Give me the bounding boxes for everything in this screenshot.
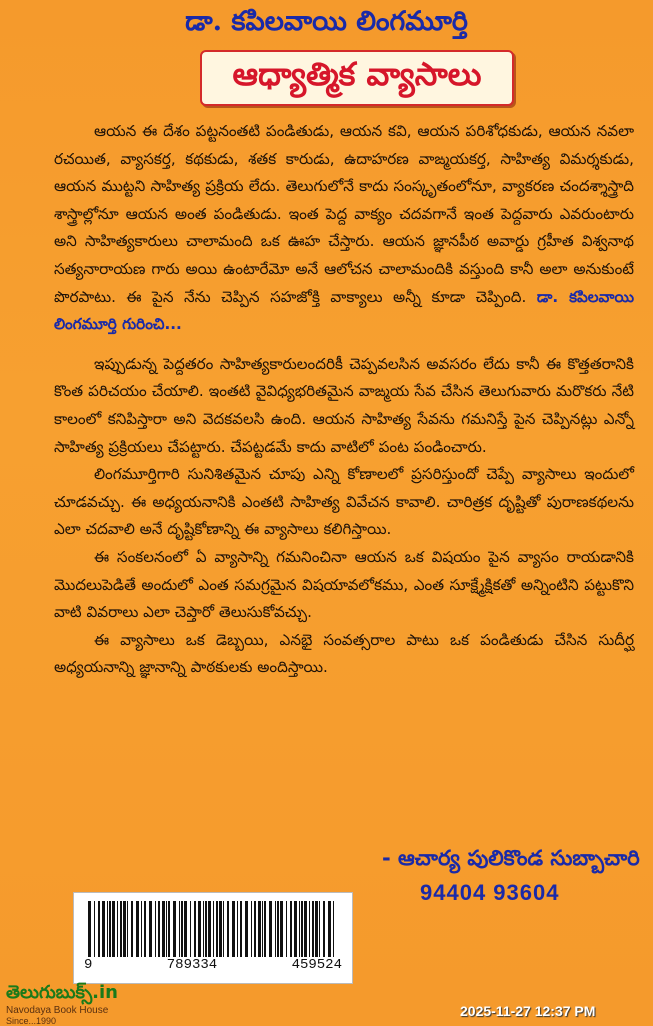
barcode-bar (290, 901, 292, 957)
barcode-bar (277, 901, 279, 957)
barcode-bar (166, 901, 167, 957)
barcode-bar (223, 901, 224, 957)
barcode-bar (102, 901, 105, 957)
barcode-bar (262, 901, 263, 957)
publisher-tagline: Navodaya Book House (6, 1005, 109, 1016)
barcode-bar (227, 901, 229, 957)
barcode-bars (88, 901, 338, 957)
barcode-bar (203, 901, 204, 957)
barcode-bar (136, 901, 139, 957)
barcode-bar (294, 901, 297, 957)
barcode-bar (333, 901, 334, 957)
barcode-bar (144, 901, 146, 957)
barcode-bar (181, 901, 183, 957)
title-banner (200, 50, 514, 106)
publisher-logo (6, 982, 206, 1026)
barcode-bar (280, 901, 283, 957)
barcode-bar (251, 901, 252, 957)
highlight-text: డా. కపిలవాయి లింగమూర్తి గురించి... (54, 287, 635, 334)
barcode-digits (78, 957, 348, 973)
blurb-paragraph: ఈ వ్యాసాలు ఒక డెబ్బయి, ఎనభై సంవత్సరాల పాటు ఒక పండితుడు చేసిన సుదీర్ఘ అధ్యయనాన్ని జ్ఞానాన్ని పాఠకులకు అందిస్తాయి. (54, 630, 634, 677)
barcode-bar (190, 901, 191, 957)
barcode-digit-group: 789334 (166, 957, 218, 973)
barcode-bar (155, 901, 156, 957)
barcode-bar (88, 901, 91, 957)
barcode-bar (117, 901, 118, 957)
barcode-bar (219, 901, 222, 957)
barcode-bar (158, 901, 160, 957)
barcode-bar (315, 901, 318, 957)
barcode-bar (245, 901, 248, 957)
barcode-bar (107, 901, 108, 957)
barcode-bar (304, 901, 307, 957)
barcode-bar (237, 901, 238, 957)
barcode-bar (184, 901, 187, 957)
barcode-bar (323, 901, 325, 957)
author-name: డా. కపిలవాయి లింగమూర్తి (185, 6, 468, 37)
barcode-bar (264, 901, 266, 957)
barcode-bar (232, 901, 235, 957)
barcode-bar (141, 901, 142, 957)
barcode-bar (123, 901, 126, 957)
barcode-bar (312, 901, 314, 957)
barcode-bar (319, 901, 320, 957)
barcode-digit-group: 459524 (291, 957, 342, 973)
barcode-bar (112, 901, 115, 957)
barcode-bar (179, 901, 180, 957)
photo-timestamp: 2025-11-27 12:37 PM (460, 1003, 596, 1019)
reviewer-phone: 94404 93604 (420, 880, 560, 905)
barcode-bar (120, 901, 122, 957)
reviewer-signature: - ఆచార్య పులికొండ సుబ్బాచారి (382, 846, 640, 870)
barcode-bar (269, 901, 272, 957)
blurb-text (54, 118, 634, 682)
blurb-paragraph (54, 118, 634, 339)
barcode-bar (301, 901, 303, 957)
barcode-bar (299, 901, 300, 957)
barcode-bar (309, 901, 310, 957)
isbn-barcode (73, 892, 353, 984)
publisher-since: Since...1990 (6, 1016, 57, 1026)
barcode-bar (173, 901, 176, 957)
publisher-name: తెలుగుబుక్స్.in (6, 982, 118, 1003)
barcode-bar (168, 901, 170, 957)
barcode-bar (286, 901, 287, 957)
barcode-bar (98, 901, 100, 957)
barcode-bar (213, 901, 214, 957)
blurb-paragraph: ఇప్పుడున్న పెద్దతరం సాహిత్యకారులందరికీ చెప్పవలసిన అవసరం లేదు కానీ ఈ కొత్తతరానికి కొంత పరిచయం చేయాలి. ఇంతటి వైవిధ్యభరితమైన వాఙ్మయ సేవ చేసిన తెలుగువారు మరొకరు నేటి కాలంలో కనిపిస్తారా అని వెదకవలసి ఉంది. ఆయన సాహిత్య సేవను గమనిస్తే పైన చెప్పినట్లు ఎన్నో సాహిత్య ప్రక్రియలు చేపట్టారు. చేపట్టడమే కాదు వాటిలో పంట పండించారు. (54, 354, 634, 456)
barcode-digit-group: 9 (84, 957, 93, 973)
barcode-bar (216, 901, 218, 957)
blurb-paragraph: లింగమూర్తిగారి సునిశితమైన చూపు ఎన్ని కోణాలలో ప్రసరిస్తుందో చెప్పే వ్యాసాలు ఇందులో చూడవచ్చు. ఈ అధ్యయనానికి ఎంతటి సాహిత్య వివేచన కావాలి. చారిత్రక దృష్టితో పురాణకథలను ఎలా చదవాలి అనే దృష్టికోణాన్ని ఈ వ్యాసాలు కలిగిస్తాయి. (54, 465, 634, 539)
barcode-bar (194, 901, 196, 957)
barcode-bar (131, 901, 133, 957)
blurb-paragraph: ఈ సంకలనంలో ఏ వ్యాసాన్ని గమనించినా ఆయన ఒక విషయం పైన వ్యాసం రాయడానికి మొదలుపెడితే అందులో ఎంత సమగ్రమైన విషయావలోకము, ఎంత సూక్ష్మేక్షికతో అన్నింటిని పట్టుకొని వాటి వివరాలు ఎలా చెప్తారో తెలుసుకోవచ్చు. (54, 547, 634, 622)
barcode-bar (109, 901, 111, 957)
barcode-bar (205, 901, 207, 957)
barcode-bar (258, 901, 261, 957)
barcode-bar (208, 901, 211, 957)
barcode-bar (94, 901, 95, 957)
barcode-bar (275, 901, 276, 957)
paragraph-text: ఆయన ఈ దేశం పట్టనంతటి పండితుడు, ఆయన కవి, ఆయన పరిశోధకుడు, ఆయన నవలా రచయిత, వ్యాసకర్త, కథకుడు, శతక కారుడు, ఉదాహరణ వాఙ్మయకర్త, సాహిత్య విమర్శకుడు, ఆయన ముట్టని సాహిత్య ప్రక్రియ లేదు. తెలుగులోనే కాదు సంస్కృతంలోనూ, వ్యాకరణ చందశ్శాస్త్రాది శాస్త్రాల్లోనూ ఆయన అంత పండితుడు. ఇంత పెద్ద వాక్యం చదవగానే ఇంత పెద్దవారు ఎవరుంటారు అని సాహిత్యకారులు చాలామంది ఒక ఊహ చేస్తారు. ఆయన జ్ఞానపీఠ అవార్డు గ్రహీత విశ్వనాథ సత్యనారాయణ గారు అయి ఉంటారేమో అనే ఆలోచన చాలామందికి వస్తుంది కానీ అలా అనుకుంటే పొరపాటు. ఈ పైన నేను చెప్పిన సహజోక్తి వాక్యాలు అన్నీ కూడా చెప్పింది. (54, 122, 634, 306)
barcode-bar (149, 901, 152, 957)
barcode-bar (162, 901, 165, 957)
barcode-bar (254, 901, 256, 957)
book-title: ఆధ్యాత్మిక వ్యాసాలు (232, 55, 482, 93)
barcode-bar (240, 901, 242, 957)
barcode-bar (198, 901, 201, 957)
barcode-bar (328, 901, 331, 957)
barcode-bar (127, 901, 128, 957)
